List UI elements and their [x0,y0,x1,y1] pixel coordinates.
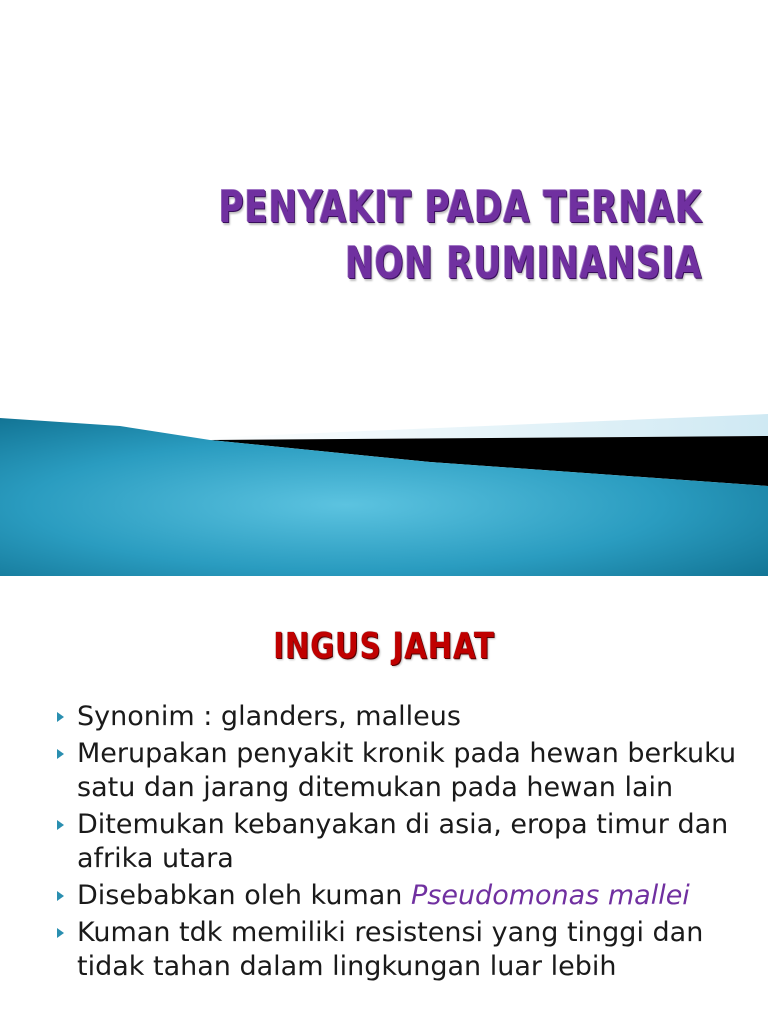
triangle-bullet-icon [57,749,64,759]
bullet-item [56,700,746,734]
bullet-text: Synonim : glanders, malleus [77,701,461,732]
bullet-list [56,700,746,987]
bullet-text: Disebabkan oleh kuman [77,880,411,911]
triangle-bullet-icon [57,712,64,722]
content-slide [0,576,768,1024]
bullet-item [56,737,746,805]
title-line-2: NON RUMINANSIA [344,238,702,289]
decorative-wave-band [0,400,768,576]
bullet-item [56,879,746,913]
bullet-text: Merupakan penyakit kronik pada hewan berkuku satu dan jarang ditemukan pada hewan lain [77,738,737,803]
bullet-item [56,808,746,876]
triangle-bullet-icon [57,891,64,901]
species-name: Pseudomonas mallei [410,880,690,911]
bullet-item [56,916,746,984]
triangle-bullet-icon [57,928,64,938]
light-stripe [200,414,768,440]
bullet-text: Kuman tdk memiliki resistensi yang tinggi dan tidak tahan dalam lingkungan luar lebih [77,917,704,982]
title-line-1: PENYAKIT PADA TERNAK [218,182,702,233]
slide-heading: INGUS JAHAT [273,626,495,667]
slide-title [218,180,702,292]
triangle-bullet-icon [57,820,64,830]
bullet-text: Ditemukan kebanyakan di asia, eropa timur dan afrika utara [77,809,729,874]
